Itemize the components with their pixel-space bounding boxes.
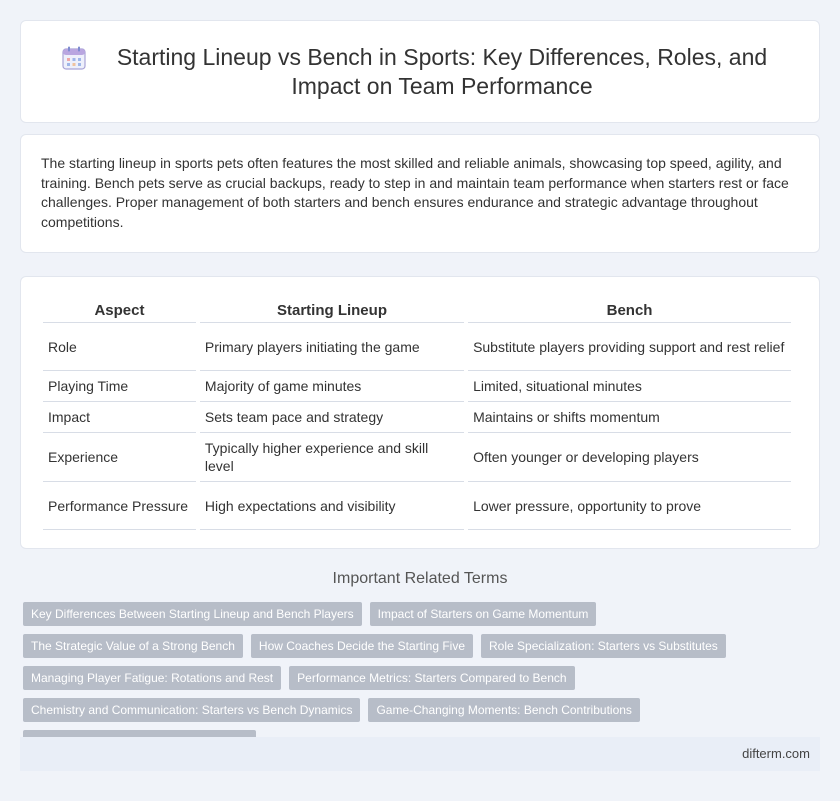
related-term-tag[interactable]: How Coaches Decide the Starting Five — [251, 634, 473, 658]
related-term-tag[interactable]: Impact of Starters on Game Momentum — [370, 602, 597, 626]
calendar-icon — [61, 45, 87, 71]
related-term-tag[interactable]: Role Specialization: Starters vs Substitutes — [481, 634, 726, 658]
table-row — [43, 402, 791, 433]
related-term-tag[interactable]: Chemistry and Communication: Starters vs Bench Dynamics — [23, 698, 360, 722]
table-cell: Limited, situational minutes — [468, 371, 791, 402]
table-row — [43, 482, 791, 530]
title-card — [20, 20, 820, 123]
intro-card — [20, 134, 820, 253]
table-cell: Role — [43, 323, 196, 371]
table-cell: High expectations and visibility — [200, 482, 464, 530]
table-cell: Performance Pressure — [43, 482, 196, 530]
table-row — [43, 371, 791, 402]
page-title: Starting Lineup vs Bench in Sports: Key Differences, Roles, and Impact on Team Performance — [116, 43, 768, 99]
table-cell: Lower pressure, opportunity to prove — [468, 482, 791, 530]
table-cell: Often younger or developing players — [468, 433, 791, 482]
related-term-tag[interactable]: The Strategic Value of a Strong Bench — [23, 634, 243, 658]
comparison-table — [39, 295, 795, 530]
table-cell: Typically higher experience and skill level — [200, 433, 464, 482]
table-cell: Majority of game minutes — [200, 371, 464, 402]
table-cell: Impact — [43, 402, 196, 433]
related-term-tag[interactable]: Key Differences Between Starting Lineup and Bench Players — [23, 602, 362, 626]
table-cell: Primary players initiating the game — [200, 323, 464, 371]
intro-paragraph: The starting lineup in sports pets often features the most skilled and reliable animals, showcasing top speed, agility, and training. Bench pets serve as crucial backups, ready to step in and maintain team performance when starters rest or face challenges. Proper management of both starters and bench ensures endurance and strategic advantage throughout competitions. — [41, 155, 789, 230]
related-term-tag[interactable]: Performance Metrics: Starters Compared to Bench — [289, 666, 574, 690]
column-header-starting-lineup: Starting Lineup — [200, 295, 464, 323]
table-cell: Maintains or shifts momentum — [468, 402, 791, 433]
table-cell: Playing Time — [43, 371, 196, 402]
table-cell: Substitute players providing support and rest relief — [468, 323, 791, 371]
related-term-tag[interactable]: Game-Changing Moments: Bench Contributions — [368, 698, 639, 722]
related-terms-heading: Important Related Terms — [332, 570, 508, 587]
table-row — [43, 433, 791, 482]
table-header-row — [43, 295, 791, 323]
comparison-card — [20, 276, 820, 549]
footer-site-link[interactable]: difterm.com — [742, 746, 810, 761]
table-cell: Experience — [43, 433, 196, 482]
column-header-bench: Bench — [468, 295, 791, 323]
column-header-aspect: Aspect — [43, 295, 196, 323]
table-cell: Sets team pace and strategy — [200, 402, 464, 433]
table-row — [43, 323, 791, 371]
footer — [20, 737, 820, 771]
related-term-tag[interactable]: Managing Player Fatigue: Rotations and Rest — [23, 666, 281, 690]
